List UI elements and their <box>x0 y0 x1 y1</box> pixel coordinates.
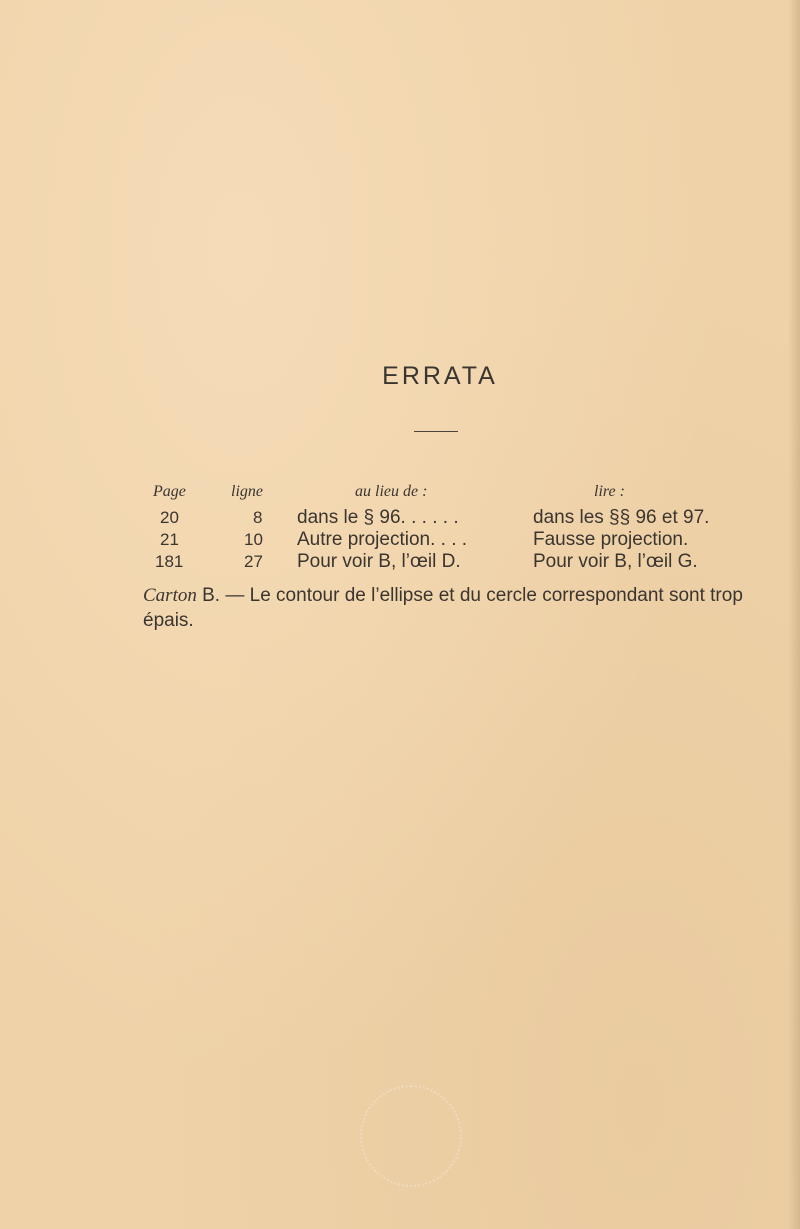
carton-text: B. — Le contour de l’ellipse et du cercle correspondant sont trop épais. <box>143 585 743 631</box>
row-3-page: 181 <box>155 552 184 571</box>
row-2-page: 21 <box>160 530 179 549</box>
carton-note <box>143 583 743 633</box>
row-3-lire: Pour voir B, l’œil G. <box>533 551 698 572</box>
row-1-page: 20 <box>160 508 179 527</box>
library-stamp <box>360 1085 462 1187</box>
row-3-ligne: 27 <box>244 552 263 571</box>
header-page: Page <box>153 483 186 500</box>
header-lire: lire : <box>594 483 625 500</box>
row-2-lire: Fausse projection. <box>533 529 689 550</box>
row-1-au-lieu-de: dans le § 96. . . . . . <box>297 507 459 528</box>
errata-title: ERRATA <box>382 362 498 390</box>
header-ligne: ligne <box>231 483 263 500</box>
carton-label: Carton <box>143 585 197 606</box>
row-2-au-lieu-de: Autre projection. . . . <box>297 529 468 550</box>
header-au-lieu-de: au lieu de : <box>355 483 428 500</box>
row-1-lire: dans les §§ 96 et 97. <box>533 507 710 528</box>
title-rule <box>414 431 458 432</box>
row-3-au-lieu-de: Pour voir B, l’œil D. <box>297 551 461 572</box>
row-1-ligne: 8 <box>253 508 263 527</box>
row-2-ligne: 10 <box>244 530 263 549</box>
page-edge <box>788 0 800 1229</box>
